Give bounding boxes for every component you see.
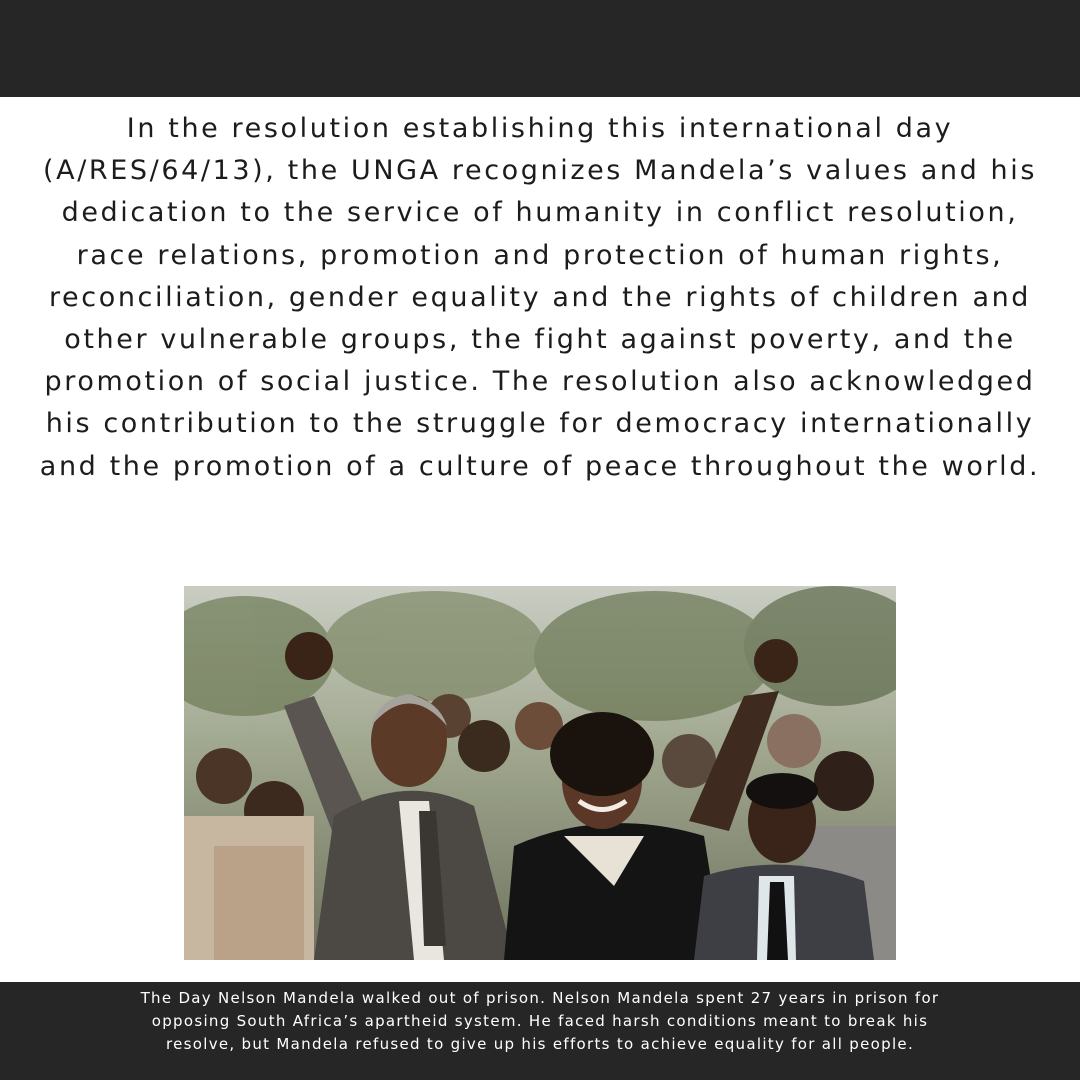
top-header-band — [0, 0, 1080, 97]
photo-caption: The Day Nelson Mandela walked out of prison. Nelson Mandela spent 27 years in prison for opposing South Africa’s apartheid system. He faced harsh conditions meant to break his resolve, but Mandela refused to give up his efforts to achieve equality for all people. — [140, 989, 940, 1053]
crowd-with-raised-fists-photo — [184, 586, 896, 960]
resolution-paragraph: In the resolution establishing this international day (A/RES/64/13), the UNGA recognizes Mandela’s values and his dedication to the service of humanity in conflict resolution, race relations, promotion and protection of human rights, reconciliation, gender equality and the rights of children and other vulnerable groups, the fight against poverty, and the promotion of social justice. The resolution also acknowledged his contribution to the struggle for democracy internationally and the promotion of a culture of peace throughout the world. — [39, 113, 1041, 482]
photo-illustration — [184, 586, 896, 960]
